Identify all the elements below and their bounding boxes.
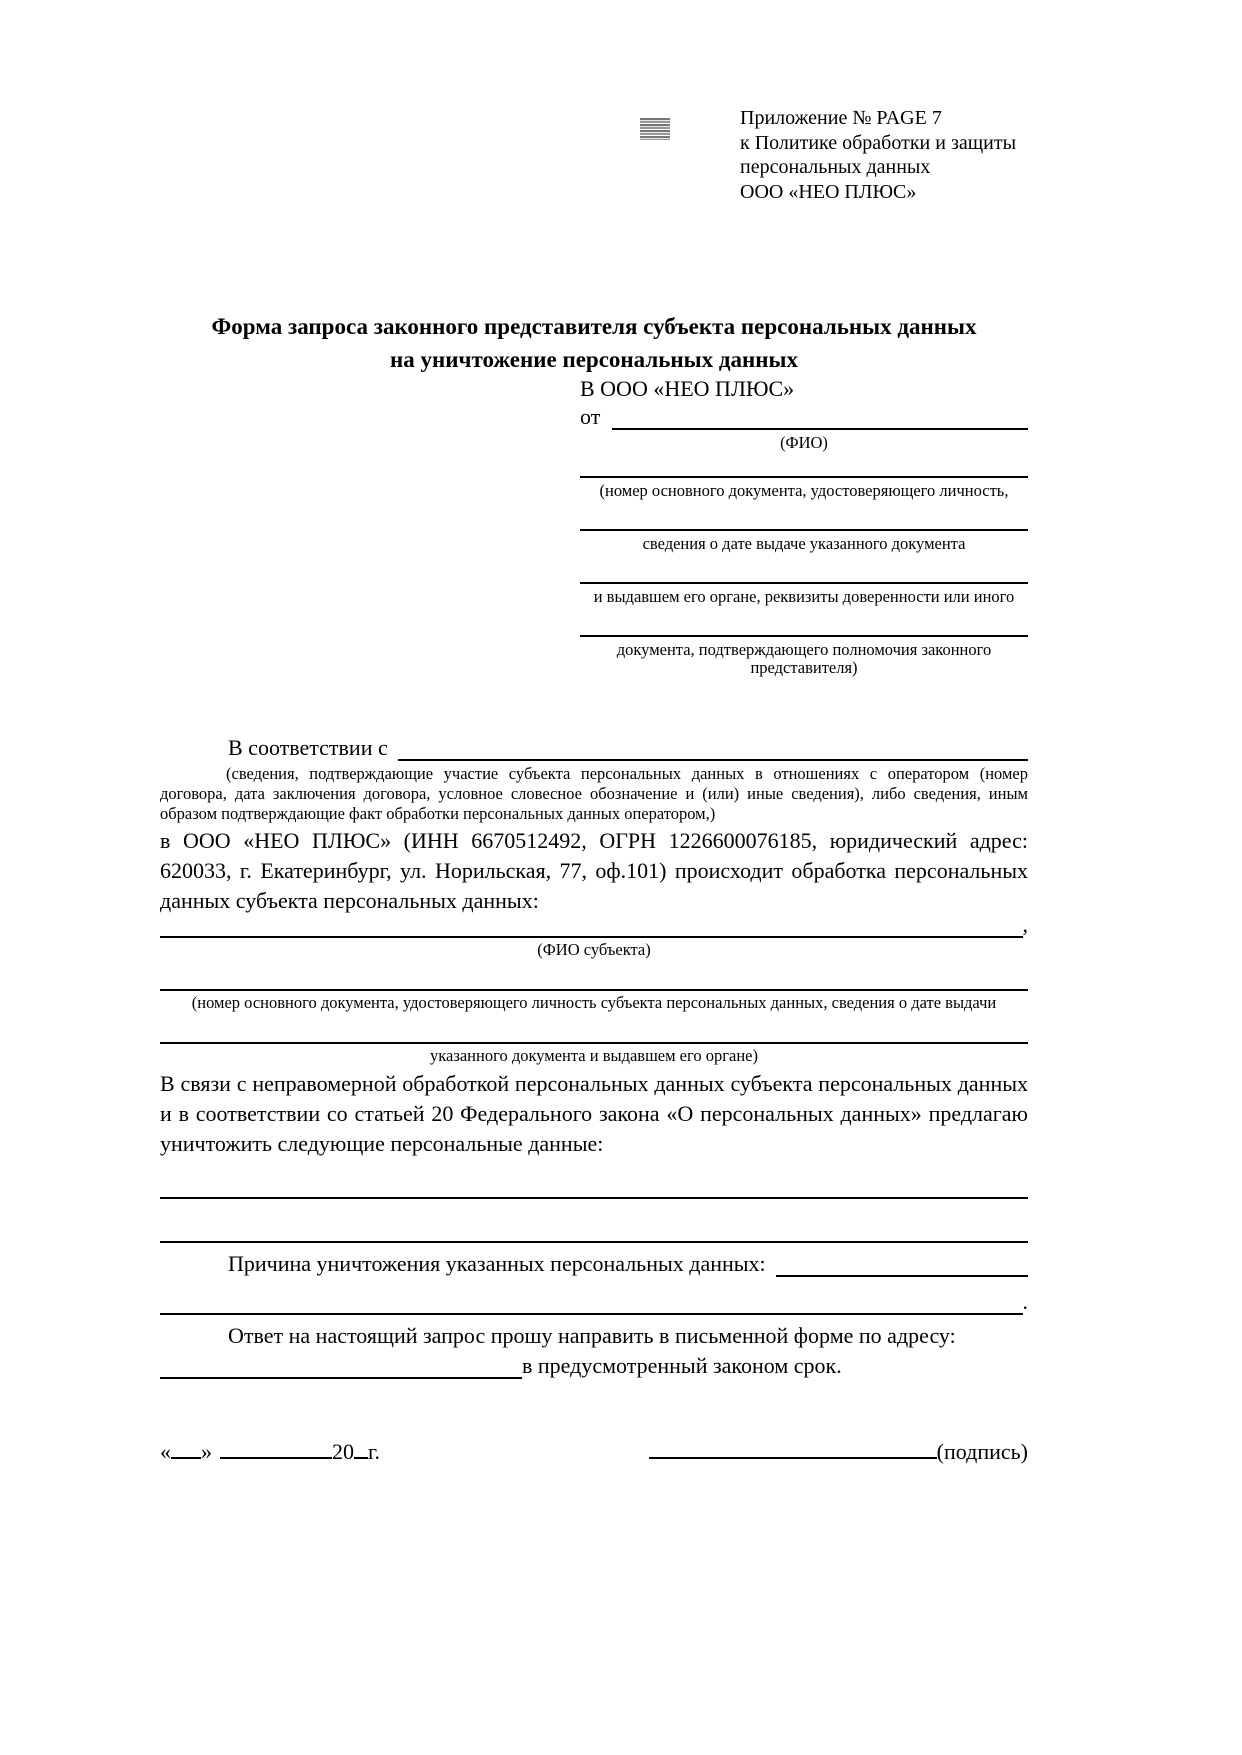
doc-number-blank-line [580, 452, 1028, 478]
destroy-paragraph: В связи с неправомерной обработкой персональных данных субъекта персональных данных и в соответствии со статьей 20 Федерального закона «О персональных данных» предлагаю уничтожить следующие персональные данные: [160, 1071, 1028, 1156]
year-suffix: г. [368, 1439, 381, 1464]
addressee-block [580, 376, 1028, 677]
header-line-appendix: Приложение № PAGE 7 [740, 107, 942, 129]
reply-address-blank-line [160, 1377, 522, 1379]
issue-date-blank-line [580, 500, 1028, 531]
reply-address-row [160, 1351, 1028, 1379]
subject-doc-caption-2: указанного документа и выдавшем его органе) [430, 1046, 758, 1065]
year-prefix: 20 [332, 1439, 354, 1464]
date-quote-open: « [160, 1439, 171, 1464]
addressee-to: В ООО «НЕО ПЛЮС» [580, 376, 795, 401]
reason-period: . [1022, 1289, 1028, 1314]
header-line-personal-data: персональных данных [740, 156, 931, 178]
reply-tail: в предусмотренный законом срок. [522, 1353, 842, 1378]
accordance-label: В соответствии с [228, 735, 388, 760]
header-line-policy: к Политике обработки и защиты [740, 131, 1017, 154]
document-body [160, 0, 1028, 1465]
form-title [160, 310, 1028, 376]
year-blank-line [354, 1457, 368, 1459]
operator-paragraph: в ООО «НЕО ПЛЮС» (ИНН 6670512492, ОГРН 1226600076185, юридический адрес: 620033, г. Екатеринбург, ул. Норильская, 77, оф.101) происходит обработка персональных данных субъекта персональных данных: [160, 828, 1028, 913]
date-signature-row [160, 1439, 1028, 1465]
subject-fio-blank-line [160, 936, 1023, 938]
reason-blank-line [776, 1275, 1028, 1277]
doc-number-caption: (номер основного документа, удостоверяющего личность, [599, 481, 1009, 500]
issue-date-caption: сведения о дате выдаче указанного документа [642, 534, 966, 553]
issuing-authority-blank-line [580, 553, 1028, 584]
representative-authority-blank-line [580, 606, 1028, 637]
month-blank-line [220, 1457, 332, 1459]
day-blank-line [171, 1457, 201, 1459]
reason-row [160, 1243, 1028, 1277]
representative-authority-caption: документа, подтверждающего полномочия законного представителя) [616, 640, 992, 677]
signature-blank-line [649, 1457, 937, 1459]
subject-fio-row [160, 912, 1028, 938]
data-list-blank-line-2 [160, 1199, 1028, 1243]
data-list-blank-line-1 [160, 1159, 1028, 1199]
date-quote-close: » [201, 1439, 212, 1464]
signature-group [649, 1439, 1028, 1465]
subject-fio-caption: (ФИО субъекта) [537, 940, 651, 959]
subject-doc-blank-line-2 [160, 1012, 1028, 1044]
accordance-row [160, 731, 1028, 761]
header-line-company: ООО «НЕО ПЛЮС» [740, 180, 917, 203]
reason-blank-line-2 [160, 1313, 1023, 1315]
subject-fio-comma: , [1022, 912, 1028, 937]
reason-label: Причина уничтожения указанных персональных данных: [228, 1251, 766, 1276]
fio-blank-line [612, 428, 1028, 430]
accordance-note: (сведения, подтверждающие участие субъекта персональных данных в отношениях с оператором (номер договора, дата заключения договора, условное словесное обозначение и (или) иные сведения), либо сведения, иным образом подтверждающие факт обработки персональных данных оператором,) [160, 764, 1028, 823]
accordance-blank-line [398, 759, 1028, 761]
fio-caption: (ФИО) [780, 433, 828, 452]
subject-doc-blank-line [160, 959, 1028, 991]
from-label: от [580, 404, 601, 429]
issuing-authority-caption: и выдавшем его органе, реквизиты доверенности или иного [593, 587, 1015, 606]
subject-doc-caption-1: (номер основного документа, удостоверяющего личность субъекта персональных данных, сведения о дате выдачи [191, 993, 997, 1012]
date-group [160, 1439, 380, 1465]
signature-caption: (подпись) [936, 1439, 1028, 1464]
form-title-line1: Форма запроса законного представителя субъекта персональных данных [211, 314, 977, 339]
reply-intro: Ответ на настоящий запрос прошу направить в письменной форме по адресу: [228, 1323, 956, 1348]
from-row [580, 402, 1028, 430]
form-title-line2: на уничтожение персональных данных [390, 347, 798, 372]
reason-continuation-row [160, 1277, 1028, 1315]
